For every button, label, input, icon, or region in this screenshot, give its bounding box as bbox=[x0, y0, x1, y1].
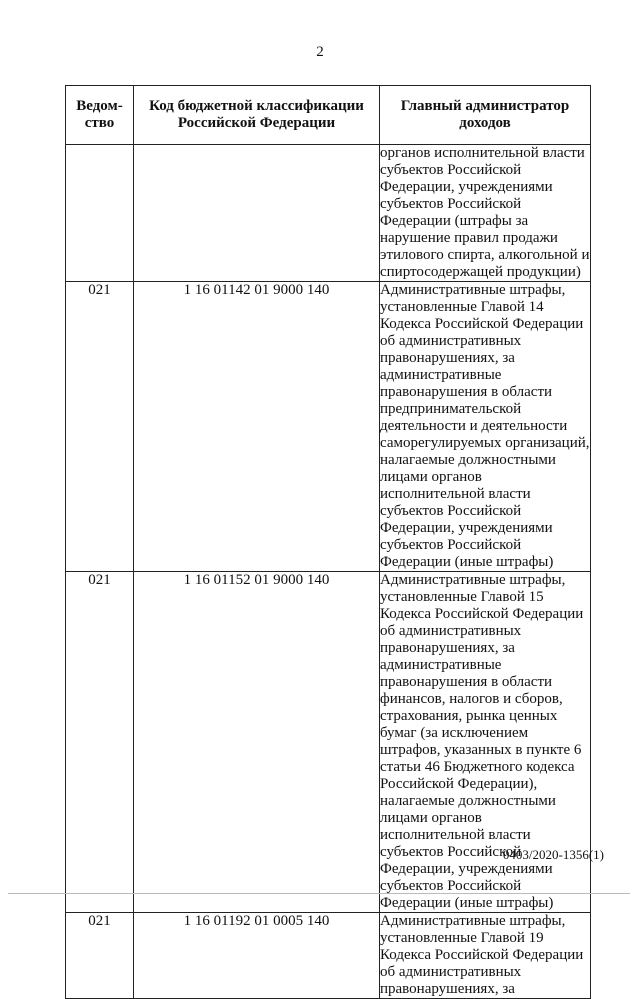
dept-cell: 021 bbox=[66, 572, 134, 913]
description-cell: Административные штрафы, установленные Главой 19 Кодекса Российской Федерации об административных правонарушениях, за bbox=[380, 913, 591, 999]
table-row bbox=[66, 913, 591, 999]
dept-cell bbox=[66, 145, 134, 282]
description-cell: органов исполнительной власти субъектов Российской Федерации, учреждениями субъектов Российской Федерации (штрафы за нарушение правил продажи этилового спирта, алкогольной и спиртосодержащей продукции) bbox=[380, 145, 590, 280]
header-code: Код бюджетной классификации Российской Федерации bbox=[134, 86, 380, 145]
code-cell: 1 16 01152 01 9000 140 bbox=[134, 572, 380, 913]
code-cell: 1 16 01192 01 0005 140 bbox=[134, 913, 380, 999]
header-admin: Главный администратор доходов bbox=[380, 86, 591, 145]
code-cell: 1 16 01142 01 9000 140 bbox=[134, 282, 380, 572]
table-header-row bbox=[66, 86, 591, 145]
dept-cell: 021 bbox=[66, 913, 134, 999]
code-cell bbox=[134, 145, 380, 282]
header-dept: Ведом-ство bbox=[66, 86, 134, 145]
bottom-divider bbox=[8, 893, 630, 894]
dept-cell: 021 bbox=[66, 282, 134, 572]
table-row bbox=[66, 282, 591, 572]
description-cell: Административные штрафы, установленные Главой 15 Кодекса Российской Федерации об административных правонарушениях, за административные правонарушения в области финансов, налогов и сборов, страхования, рынка ценных бумаг (за исключением штрафов, указанных в пункте 6 статьи 46 Бюджетного кодекса Российской Федерации), налагаемые должностными лицами органов исполнительной власти субъектов Российской Федерации, учреждениями субъектов Российской Федерации (иные штрафы) bbox=[380, 572, 591, 913]
page-number: 2 bbox=[316, 44, 324, 60]
description-cell: Административные штрафы, установленные Главой 14 Кодекса Российской Федерации об административных правонарушениях, за административные правонарушения в области предпринимательской деятельности и деятельности саморегулируемых организаций, налагаемые должностными лицами органов исполнительной власти субъектов Российской Федерации, учреждениями субъектов Российской Федерации (иные штрафы) bbox=[380, 282, 590, 570]
table-row bbox=[66, 145, 591, 282]
document-reference: 0403/2020-1356(1) bbox=[502, 847, 604, 862]
